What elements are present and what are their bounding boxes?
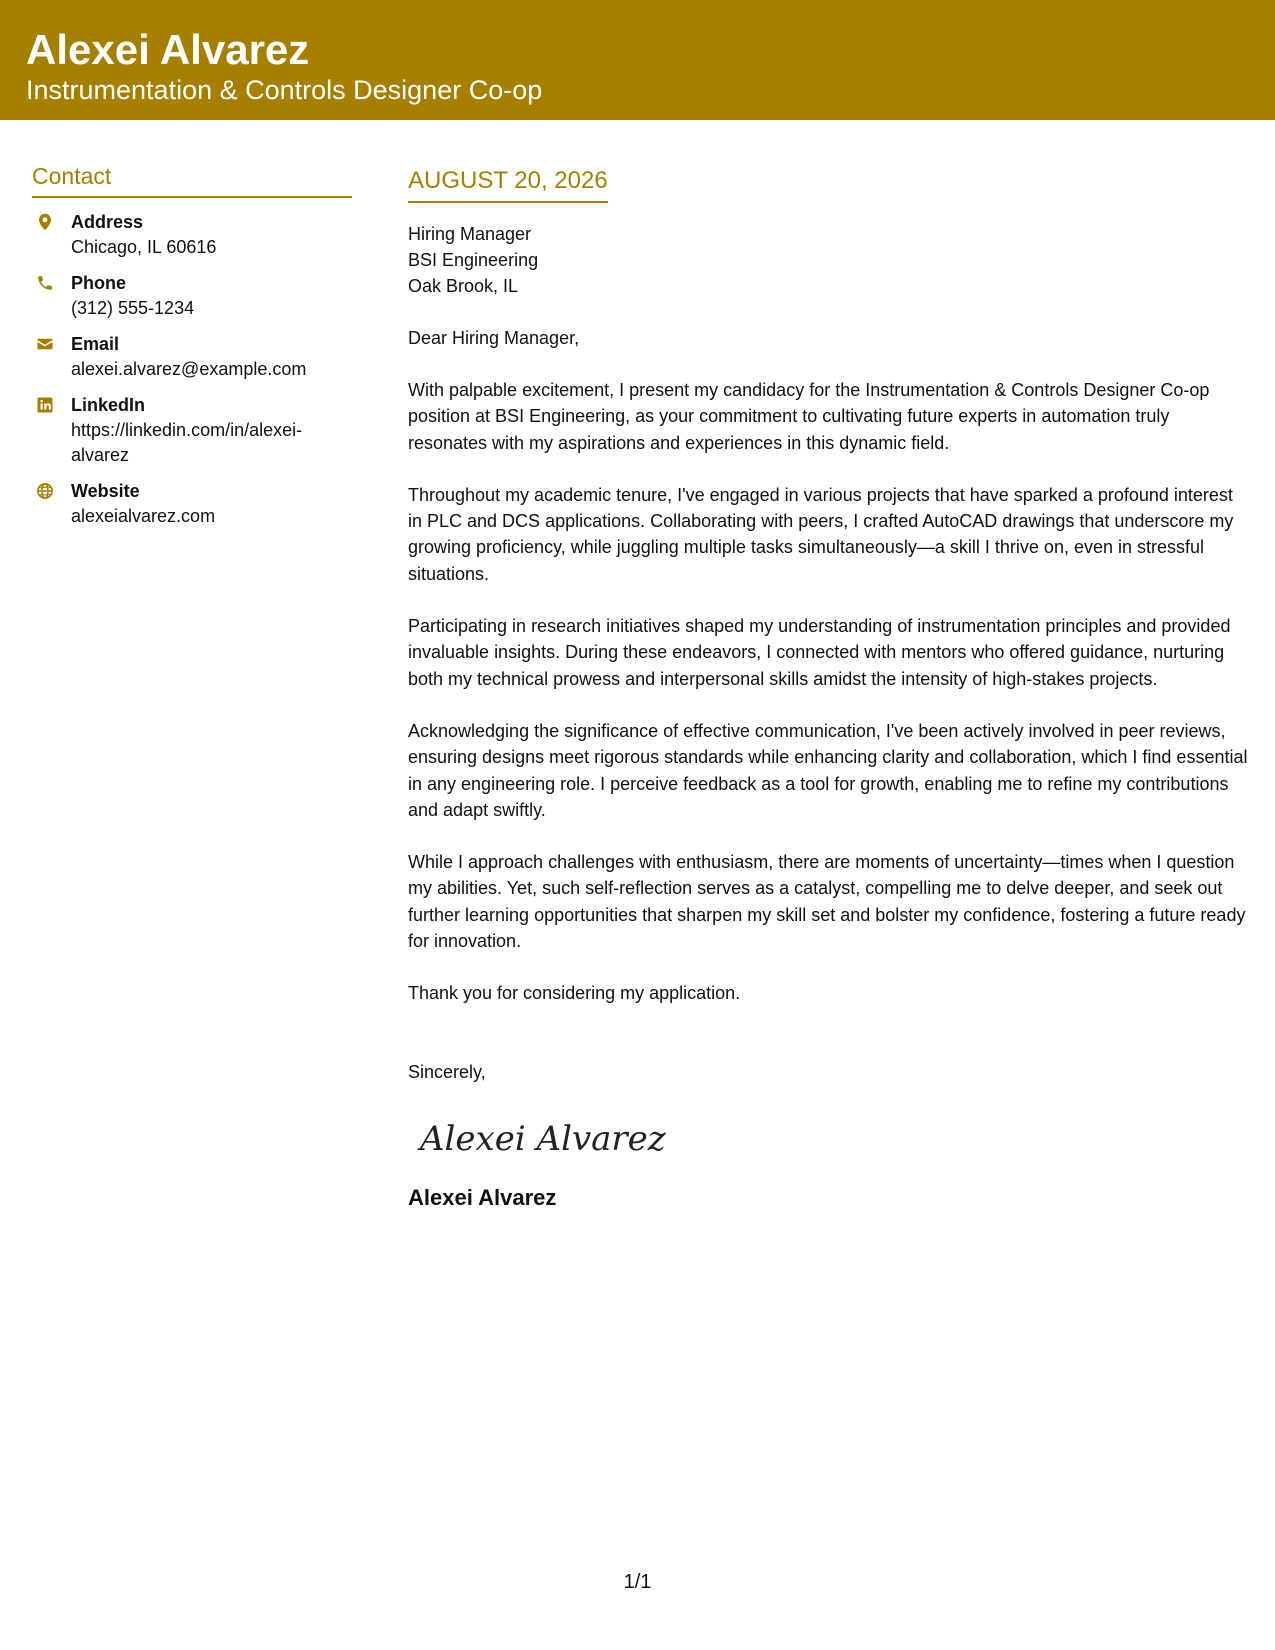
page-number: 1/1 [623,1571,652,1593]
linkedin-icon [35,395,55,415]
phone-value: (312) 555-1234 [71,298,195,318]
contact-label: Address [71,212,144,232]
letter-date: AUGUST 20, 2026 [408,165,608,203]
linkedin-value[interactable]: https://linkedin.com/in/alexei-alvarez [71,420,303,465]
globe-icon [35,481,55,501]
header-banner [0,0,1275,120]
recipient-block [408,221,1248,299]
recipient-company: BSI Engineering [408,250,539,270]
recipient-title: Hiring Manager [408,224,532,244]
paragraph-4: Acknowledging the significance of effective communication, I've been actively involved in peer reviews, ensuring designs meet rigorous standards while enhancing clarity and collaboration, which I find essential in any engineering role. I perceive feedback as a tool for growth, enabling me to refine my contributions and adapt swiftly. [408,720,1248,820]
website-value[interactable]: alexeialvarez.com [71,506,216,526]
contact-item-email [32,332,352,382]
job-title: Instrumentation & Controls Designer Co-op [26,75,543,105]
paragraph-3: Participating in research initiatives shaped my understanding of instrumentation principles and provided invaluable insights. During these endeavors, I connected with mentors who offered guidance, nurturing both my technical prowess and interpersonal skills amidst the intensity of high-stakes projects. [408,616,1231,689]
contact-label: Email [71,334,120,354]
email-value: alexei.alvarez@example.com [71,359,307,379]
contact-item-phone [32,271,352,321]
closing: Sincerely, [408,1061,486,1082]
contact-label: Phone [71,273,127,293]
contact-item-website [32,479,352,529]
paragraph-1: With palpable excitement, I present my candidacy for the Instrumentation & Controls Designer Co-op position at BSI Engineering, as your commitment to cultivating future experts in automation truly resonates with my aspirations and experiences in this dynamic field. [408,380,1210,453]
salutation: Dear Hiring Manager, [408,328,580,348]
contact-sidebar [32,160,352,540]
paragraph-2: Throughout my academic tenure, I've engaged in various projects that have sparked a profound interest in PLC and DCS applications. Collaborating with peers, I crafted AutoCAD drawings that underscore my growing proficiency, while juggling multiple tasks simultaneously—a skill I thrive on, even in stressful situations. [408,484,1234,584]
paragraph-6: Thank you for considering my application. [408,983,741,1004]
contact-item-linkedin [32,393,352,468]
map-pin-icon [35,212,55,232]
phone-icon [35,273,55,293]
paragraph-5: While I approach challenges with enthusiasm, there are moments of uncertainty—times when I question my abilities. Yet, such self-reflection serves as a catalyst, compelling me to delve deeper, and seek out further learning opportunities that sharpen my skill set and bolster my confidence, fostering a future ready for innovation. [408,852,1246,952]
contact-item-address [32,210,352,260]
recipient-location: Oak Brook, IL [408,276,519,296]
letter-body [408,165,1248,1213]
contact-label: Website [71,481,140,501]
signer-name: Alexei Alvarez [408,1184,557,1210]
handwritten-signature: Alexei Alvarez [420,1118,666,1159]
contact-list [32,210,352,529]
applicant-name: Alexei Alvarez [26,26,310,73]
contact-heading: Contact [32,160,352,198]
address-value: Chicago, IL 60616 [71,237,217,257]
envelope-icon [35,334,55,354]
contact-label: LinkedIn [71,395,146,415]
